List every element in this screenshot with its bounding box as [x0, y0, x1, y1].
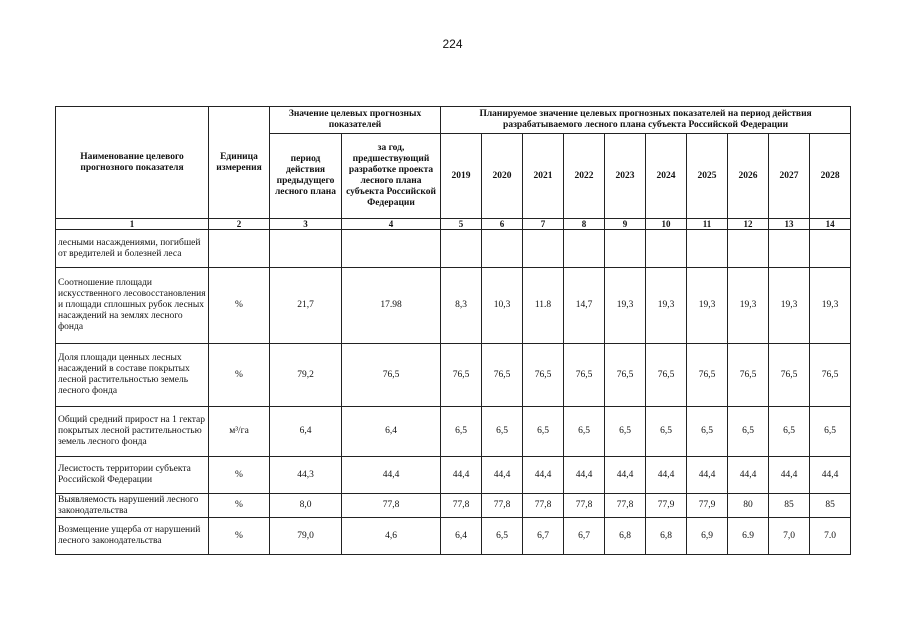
column-number: 3: [270, 219, 342, 230]
value-cell: 44,3: [270, 457, 342, 494]
year-value-cell: 76,5: [441, 344, 482, 407]
value-cell: [342, 230, 441, 268]
header-year: 2028: [810, 134, 851, 219]
year-value-cell: 6,5: [646, 407, 687, 457]
unit-cell: %: [209, 518, 270, 555]
column-number: 7: [523, 219, 564, 230]
value-cell: 79,0: [270, 518, 342, 555]
year-value-cell: 44,4: [769, 457, 810, 494]
year-value-cell: 14,7: [564, 268, 605, 344]
table-row: [56, 457, 851, 494]
value-cell: 77,8: [342, 494, 441, 518]
year-value-cell: 77,8: [441, 494, 482, 518]
column-number: 8: [564, 219, 605, 230]
indicator-name: Соотношение площади искусственного лесовосстановления и площади сплошных рубок лесных насаждений на землях лесного фонда: [56, 268, 209, 344]
value-cell: 6,4: [342, 407, 441, 457]
column-number: 12: [728, 219, 769, 230]
table-row: [56, 518, 851, 555]
header-year: 2022: [564, 134, 605, 219]
year-value-cell: 76,5: [687, 344, 728, 407]
year-value-cell: 10,3: [482, 268, 523, 344]
year-value-cell: 76,5: [605, 344, 646, 407]
year-value-cell: [441, 230, 482, 268]
column-number: 14: [810, 219, 851, 230]
year-value-cell: 77,8: [564, 494, 605, 518]
year-value-cell: 6,5: [769, 407, 810, 457]
year-value-cell: 77,9: [646, 494, 687, 518]
year-value-cell: 76,5: [564, 344, 605, 407]
year-value-cell: 44,4: [564, 457, 605, 494]
year-value-cell: 44,4: [605, 457, 646, 494]
value-cell: 17.98: [342, 268, 441, 344]
year-value-cell: [728, 230, 769, 268]
header-year: 2021: [523, 134, 564, 219]
year-value-cell: 6,9: [687, 518, 728, 555]
year-value-cell: [564, 230, 605, 268]
year-value-cell: 6,5: [605, 407, 646, 457]
header-year: 2020: [482, 134, 523, 219]
year-value-cell: 6,5: [810, 407, 851, 457]
year-value-cell: 7.0: [810, 518, 851, 555]
year-value-cell: 19,3: [728, 268, 769, 344]
unit-cell: %: [209, 494, 270, 518]
column-number: 1: [56, 219, 209, 230]
value-cell: [270, 230, 342, 268]
header-plan-group: Планируемое значение целевых прогнозных показателей на период действия разрабатываемого лесного плана субъекта Российской Федерации: [441, 107, 851, 134]
column-number: 9: [605, 219, 646, 230]
year-value-cell: 44,4: [810, 457, 851, 494]
table-row: [56, 344, 851, 407]
year-value-cell: 76,5: [810, 344, 851, 407]
value-cell: 4,6: [342, 518, 441, 555]
header-name: Наименование целевого прогнозного показателя: [56, 107, 209, 219]
column-number: 4: [342, 219, 441, 230]
indicator-name: Выявляемость нарушений лесного законодательства: [56, 494, 209, 518]
value-cell: 76,5: [342, 344, 441, 407]
table-row: [56, 407, 851, 457]
year-value-cell: 19,3: [769, 268, 810, 344]
header-unit: Единица измерения: [209, 107, 270, 219]
year-value-cell: [810, 230, 851, 268]
year-value-cell: 44,4: [687, 457, 728, 494]
year-value-cell: 11.8: [523, 268, 564, 344]
year-value-cell: 6,5: [441, 407, 482, 457]
year-value-cell: 6,5: [728, 407, 769, 457]
indicator-name: Доля площади ценных лесных насаждений в составе покрытых лесной растительностью земель лесного фонда: [56, 344, 209, 407]
header-year: 2019: [441, 134, 482, 219]
header-year: 2025: [687, 134, 728, 219]
unit-cell: %: [209, 268, 270, 344]
year-value-cell: 76,5: [728, 344, 769, 407]
year-value-cell: 6,5: [523, 407, 564, 457]
value-cell: 8,0: [270, 494, 342, 518]
header-current-group: Значение целевых прогнозных показателей: [270, 107, 441, 134]
year-value-cell: 77,9: [687, 494, 728, 518]
year-value-cell: 44,4: [728, 457, 769, 494]
column-number: 10: [646, 219, 687, 230]
year-value-cell: 19,3: [810, 268, 851, 344]
year-value-cell: [687, 230, 728, 268]
year-value-cell: 44,4: [523, 457, 564, 494]
year-value-cell: [523, 230, 564, 268]
year-value-cell: 8,3: [441, 268, 482, 344]
year-value-cell: 6,8: [646, 518, 687, 555]
indicator-name: Возмещение ущерба от нарушений лесного законодательства: [56, 518, 209, 555]
header-year: 2026: [728, 134, 769, 219]
table-body: [56, 230, 851, 555]
column-number: 2: [209, 219, 270, 230]
year-value-cell: 85: [810, 494, 851, 518]
header-year: 2023: [605, 134, 646, 219]
year-value-cell: 6.9: [728, 518, 769, 555]
indicators-table: [55, 106, 851, 555]
year-value-cell: 76,5: [523, 344, 564, 407]
year-value-cell: 6,5: [687, 407, 728, 457]
table-row: [56, 494, 851, 518]
year-value-cell: 77,8: [523, 494, 564, 518]
year-value-cell: 80: [728, 494, 769, 518]
value-cell: 79,2: [270, 344, 342, 407]
year-value-cell: 85: [769, 494, 810, 518]
year-value-cell: 6,5: [482, 407, 523, 457]
unit-cell: [209, 230, 270, 268]
column-number: 6: [482, 219, 523, 230]
year-value-cell: 19,3: [646, 268, 687, 344]
year-value-cell: 77,8: [482, 494, 523, 518]
unit-cell: %: [209, 457, 270, 494]
year-value-cell: 19,3: [605, 268, 646, 344]
year-value-cell: 6,7: [564, 518, 605, 555]
year-value-cell: 19,3: [687, 268, 728, 344]
header-year: 2024: [646, 134, 687, 219]
value-cell: 44,4: [342, 457, 441, 494]
table-row: [56, 268, 851, 344]
year-value-cell: [605, 230, 646, 268]
year-value-cell: [482, 230, 523, 268]
indicator-name: Лесистость территории субъекта Российской Федерации: [56, 457, 209, 494]
year-value-cell: 6,7: [523, 518, 564, 555]
table-row: [56, 230, 851, 268]
year-value-cell: 44,4: [482, 457, 523, 494]
column-number: 5: [441, 219, 482, 230]
column-number: 11: [687, 219, 728, 230]
year-value-cell: [646, 230, 687, 268]
year-value-cell: 6,4: [441, 518, 482, 555]
year-value-cell: 6,8: [605, 518, 646, 555]
year-value-cell: 6,5: [564, 407, 605, 457]
header-year: 2027: [769, 134, 810, 219]
year-value-cell: 77,8: [605, 494, 646, 518]
year-value-cell: 76,5: [646, 344, 687, 407]
year-value-cell: [769, 230, 810, 268]
unit-cell: м³/га: [209, 407, 270, 457]
year-value-cell: 76,5: [769, 344, 810, 407]
indicator-name: лесными насаждениями, погибшей от вредителей и болезней леса: [56, 230, 209, 268]
unit-cell: %: [209, 344, 270, 407]
header-current-year: за год, предшествующий разработке проекта лесного плана субъекта Российской Федерации: [342, 134, 441, 219]
year-value-cell: 44,4: [646, 457, 687, 494]
value-cell: 6,4: [270, 407, 342, 457]
value-cell: 21,7: [270, 268, 342, 344]
header-current-period: период действия предыдущего лесного плана: [270, 134, 342, 219]
page-number: 224: [442, 37, 463, 51]
year-value-cell: 76,5: [482, 344, 523, 407]
year-value-cell: 6,5: [482, 518, 523, 555]
year-value-cell: 44,4: [441, 457, 482, 494]
year-value-cell: 7,0: [769, 518, 810, 555]
indicator-name: Общий средний прирост на 1 гектар покрытых лесной растительностью земель лесного фонда: [56, 407, 209, 457]
column-number: 13: [769, 219, 810, 230]
